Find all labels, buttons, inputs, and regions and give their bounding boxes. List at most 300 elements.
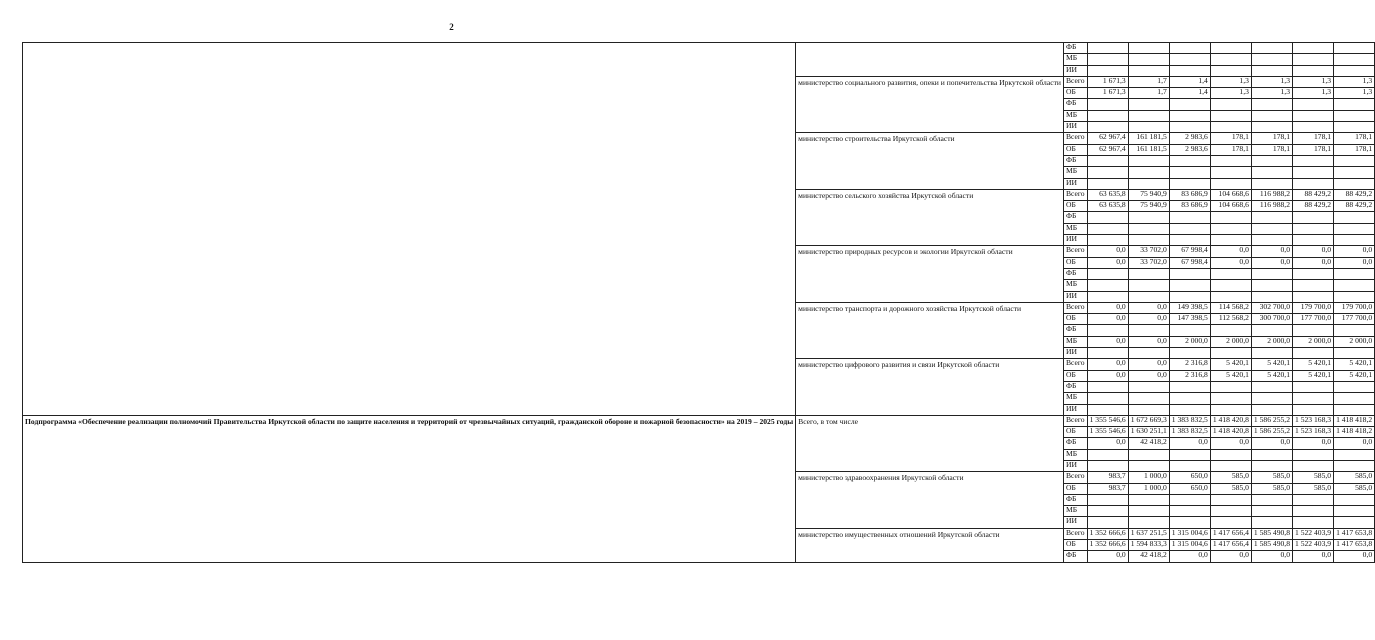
funding-source-cell: МБ (1063, 54, 1087, 65)
value-cell (1251, 460, 1292, 471)
value-cell: 0,0 (1087, 257, 1128, 268)
value-cell (1210, 212, 1251, 223)
value-cell: 1,7 (1128, 88, 1169, 99)
value-cell (1087, 122, 1128, 133)
funding-source-cell: Всего (1063, 359, 1087, 370)
value-cell (1334, 449, 1375, 460)
funding-source-cell: ИИ (1063, 291, 1087, 302)
value-cell (1169, 291, 1210, 302)
value-cell (1087, 178, 1128, 189)
funding-source-cell: ИИ (1063, 122, 1087, 133)
value-cell: 1 383 832,5 (1169, 427, 1210, 438)
value-cell (1334, 235, 1375, 246)
value-cell (1087, 212, 1128, 223)
value-cell: 0,0 (1087, 246, 1128, 257)
value-cell: 1,3 (1210, 88, 1251, 99)
value-cell (1087, 494, 1128, 505)
value-cell (1087, 54, 1128, 65)
value-cell (1128, 381, 1169, 392)
funding-source-cell: ФБ (1063, 325, 1087, 336)
value-cell: 178,1 (1210, 133, 1251, 144)
value-cell (1334, 268, 1375, 279)
funding-source-cell: МБ (1063, 393, 1087, 404)
value-cell (1169, 99, 1210, 110)
value-cell: 650,0 (1169, 483, 1210, 494)
value-cell: 63 635,8 (1087, 189, 1128, 200)
value-cell (1293, 325, 1334, 336)
value-cell (1128, 122, 1169, 133)
value-cell: 585,0 (1334, 483, 1375, 494)
value-cell: 0,0 (1334, 551, 1375, 562)
value-cell (1293, 449, 1334, 460)
value-cell: 0,0 (1251, 257, 1292, 268)
funding-source-cell: ФБ (1063, 381, 1087, 392)
value-cell (1334, 381, 1375, 392)
value-cell: 147 398,5 (1169, 314, 1210, 325)
funding-source-cell: ОБ (1063, 314, 1087, 325)
value-cell: 33 702,0 (1128, 246, 1169, 257)
value-cell (1251, 54, 1292, 65)
value-cell: 1 000,0 (1128, 472, 1169, 483)
value-cell (1169, 348, 1210, 359)
value-cell (1210, 167, 1251, 178)
funding-source-cell: ИИ (1063, 178, 1087, 189)
funding-source-cell: ОБ (1063, 201, 1087, 212)
value-cell: 983,7 (1087, 472, 1128, 483)
value-cell: 0,0 (1169, 551, 1210, 562)
value-cell: 112 568,2 (1210, 314, 1251, 325)
value-cell (1334, 393, 1375, 404)
value-cell (1128, 517, 1169, 528)
value-cell: 177 700,0 (1293, 314, 1334, 325)
value-cell: 2 316,8 (1169, 359, 1210, 370)
value-cell (1087, 65, 1128, 76)
value-cell: 1 418 420,8 (1210, 415, 1251, 426)
value-cell: 1,3 (1210, 76, 1251, 87)
value-cell: 0,0 (1128, 359, 1169, 370)
value-cell: 178,1 (1334, 144, 1375, 155)
value-cell (1087, 99, 1128, 110)
value-cell (1169, 404, 1210, 415)
value-cell: 179 700,0 (1293, 302, 1334, 313)
value-cell: 1 352 666,6 (1087, 528, 1128, 539)
value-cell (1087, 167, 1128, 178)
value-cell: 2 983,6 (1169, 133, 1210, 144)
value-cell: 1 672 669,3 (1128, 415, 1169, 426)
value-cell (1087, 43, 1128, 54)
funding-source-cell: ИИ (1063, 460, 1087, 471)
value-cell (1169, 268, 1210, 279)
value-cell: 1 000,0 (1128, 483, 1169, 494)
value-cell (1293, 268, 1334, 279)
value-cell: 0,0 (1087, 438, 1128, 449)
value-cell: 2 000,0 (1251, 336, 1292, 347)
funding-source-cell: ОБ (1063, 257, 1087, 268)
value-cell (1087, 325, 1128, 336)
value-cell: 2 000,0 (1293, 336, 1334, 347)
value-cell: 1 522 403,9 (1293, 528, 1334, 539)
value-cell (1251, 155, 1292, 166)
value-cell (1293, 223, 1334, 234)
funding-table (22, 42, 1375, 563)
value-cell (1087, 460, 1128, 471)
value-cell (1210, 43, 1251, 54)
value-cell (1128, 393, 1169, 404)
value-cell (1210, 381, 1251, 392)
value-cell: 75 940,9 (1128, 201, 1169, 212)
value-cell (1251, 348, 1292, 359)
value-cell: 178,1 (1293, 133, 1334, 144)
value-cell: 0,0 (1293, 246, 1334, 257)
value-cell (1128, 268, 1169, 279)
value-cell (1169, 212, 1210, 223)
funding-source-cell: МБ (1063, 506, 1087, 517)
value-cell: 178,1 (1210, 144, 1251, 155)
value-cell: 2 000,0 (1210, 336, 1251, 347)
value-cell: 0,0 (1293, 438, 1334, 449)
value-cell (1293, 393, 1334, 404)
value-cell (1128, 291, 1169, 302)
value-cell: 178,1 (1251, 133, 1292, 144)
value-cell: 42 418,2 (1128, 438, 1169, 449)
value-cell (1251, 494, 1292, 505)
value-cell: 177 700,0 (1334, 314, 1375, 325)
value-cell (1169, 110, 1210, 121)
value-cell: 1,7 (1128, 76, 1169, 87)
value-cell (1087, 517, 1128, 528)
value-cell (1169, 325, 1210, 336)
value-cell: 1 523 168,3 (1293, 427, 1334, 438)
value-cell (1334, 43, 1375, 54)
value-cell (1128, 54, 1169, 65)
value-cell (1210, 223, 1251, 234)
value-cell (1128, 235, 1169, 246)
value-cell (1169, 223, 1210, 234)
value-cell (1128, 325, 1169, 336)
value-cell (1169, 235, 1210, 246)
value-cell (1210, 155, 1251, 166)
value-cell: 1 355 546,6 (1087, 415, 1128, 426)
value-cell (1293, 99, 1334, 110)
value-cell (1128, 65, 1169, 76)
value-cell (1293, 178, 1334, 189)
value-cell (1087, 291, 1128, 302)
executor-cell: Всего, в том числе (796, 415, 1064, 471)
value-cell: 0,0 (1210, 257, 1251, 268)
value-cell: 0,0 (1210, 246, 1251, 257)
value-cell: 1 630 251,1 (1128, 427, 1169, 438)
value-cell (1293, 348, 1334, 359)
value-cell: 0,0 (1087, 314, 1128, 325)
value-cell (1251, 393, 1292, 404)
value-cell (1251, 110, 1292, 121)
value-cell: 116 988,2 (1251, 201, 1292, 212)
table-row (23, 415, 1375, 426)
page-number: 2 (449, 22, 454, 32)
value-cell: 88 429,2 (1334, 189, 1375, 200)
funding-source-cell: ОБ (1063, 88, 1087, 99)
value-cell: 1 586 255,2 (1251, 415, 1292, 426)
value-cell: 1 585 490,8 (1251, 540, 1292, 551)
funding-source-cell: Всего (1063, 472, 1087, 483)
value-cell (1087, 223, 1128, 234)
value-cell: 88 429,2 (1293, 189, 1334, 200)
value-cell: 1 352 666,6 (1087, 540, 1128, 551)
value-cell: 0,0 (1210, 438, 1251, 449)
value-cell: 0,0 (1128, 302, 1169, 313)
value-cell (1169, 155, 1210, 166)
value-cell (1128, 280, 1169, 291)
value-cell: 0,0 (1334, 257, 1375, 268)
value-cell (1210, 404, 1251, 415)
value-cell (1293, 460, 1334, 471)
value-cell: 1 585 490,8 (1251, 528, 1292, 539)
value-cell (1334, 404, 1375, 415)
value-cell: 5 420,1 (1210, 370, 1251, 381)
value-cell (1128, 155, 1169, 166)
value-cell: 1 417 656,4 (1210, 528, 1251, 539)
value-cell: 1 418 420,8 (1210, 427, 1251, 438)
value-cell (1210, 110, 1251, 121)
funding-source-cell: Всего (1063, 528, 1087, 539)
executor-cell: министерство имущественных отношений Иркутской области (796, 528, 1064, 562)
value-cell: 0,0 (1128, 336, 1169, 347)
value-cell (1169, 393, 1210, 404)
funding-source-cell: МБ (1063, 110, 1087, 121)
funding-source-cell: ФБ (1063, 438, 1087, 449)
value-cell: 62 967,4 (1087, 144, 1128, 155)
value-cell (1334, 517, 1375, 528)
value-cell: 1 637 251,5 (1128, 528, 1169, 539)
funding-source-cell: ОБ (1063, 144, 1087, 155)
value-cell (1128, 167, 1169, 178)
value-cell: 585,0 (1210, 472, 1251, 483)
value-cell: 585,0 (1293, 472, 1334, 483)
value-cell (1087, 235, 1128, 246)
executor-cell: министерство сельского хозяйства Иркутской области (796, 189, 1064, 245)
value-cell: 42 418,2 (1128, 551, 1169, 562)
value-cell: 1 594 833,3 (1128, 540, 1169, 551)
value-cell (1087, 449, 1128, 460)
value-cell: 585,0 (1210, 483, 1251, 494)
value-cell: 1 418 418,2 (1334, 415, 1375, 426)
value-cell (1087, 381, 1128, 392)
value-cell (1169, 280, 1210, 291)
value-cell (1210, 235, 1251, 246)
value-cell (1169, 460, 1210, 471)
value-cell: 2 316,8 (1169, 370, 1210, 381)
executor-cell: министерство здравоохранения Иркутской области (796, 472, 1064, 528)
value-cell (1251, 43, 1292, 54)
value-cell (1293, 517, 1334, 528)
value-cell: 0,0 (1334, 246, 1375, 257)
value-cell (1293, 155, 1334, 166)
value-cell (1128, 494, 1169, 505)
value-cell: 5 420,1 (1293, 370, 1334, 381)
value-cell: 585,0 (1334, 472, 1375, 483)
funding-source-cell: МБ (1063, 280, 1087, 291)
value-cell (1210, 54, 1251, 65)
value-cell: 0,0 (1293, 257, 1334, 268)
value-cell: 5 420,1 (1334, 359, 1375, 370)
value-cell (1251, 381, 1292, 392)
value-cell: 0,0 (1087, 336, 1128, 347)
funding-source-cell: МБ (1063, 336, 1087, 347)
value-cell (1169, 167, 1210, 178)
value-cell: 0,0 (1251, 551, 1292, 562)
value-cell (1210, 178, 1251, 189)
value-cell (1169, 43, 1210, 54)
subprogram-cell (23, 43, 796, 416)
executor-cell (796, 43, 1064, 77)
value-cell (1251, 325, 1292, 336)
value-cell: 2 000,0 (1169, 336, 1210, 347)
value-cell: 5 420,1 (1251, 370, 1292, 381)
value-cell: 0,0 (1334, 438, 1375, 449)
funding-source-cell: ИИ (1063, 235, 1087, 246)
value-cell (1251, 291, 1292, 302)
value-cell (1293, 167, 1334, 178)
value-cell (1251, 506, 1292, 517)
value-cell (1293, 212, 1334, 223)
value-cell (1087, 280, 1128, 291)
value-cell (1251, 280, 1292, 291)
value-cell (1210, 517, 1251, 528)
value-cell: 1 418 418,2 (1334, 427, 1375, 438)
value-cell: 1 586 255,2 (1251, 427, 1292, 438)
value-cell (1293, 280, 1334, 291)
value-cell: 0,0 (1251, 246, 1292, 257)
value-cell: 149 398,5 (1169, 302, 1210, 313)
value-cell: 0,0 (1087, 370, 1128, 381)
value-cell (1251, 122, 1292, 133)
value-cell (1334, 460, 1375, 471)
value-cell (1210, 506, 1251, 517)
value-cell (1210, 449, 1251, 460)
value-cell: 0,0 (1251, 438, 1292, 449)
value-cell (1293, 110, 1334, 121)
funding-source-cell: МБ (1063, 449, 1087, 460)
value-cell (1210, 65, 1251, 76)
value-cell (1210, 280, 1251, 291)
funding-source-cell: Всего (1063, 76, 1087, 87)
funding-table-body (23, 43, 1375, 563)
value-cell (1210, 268, 1251, 279)
value-cell (1128, 223, 1169, 234)
value-cell (1293, 54, 1334, 65)
funding-source-cell: ФБ (1063, 43, 1087, 54)
value-cell: 179 700,0 (1334, 302, 1375, 313)
value-cell: 1,3 (1334, 88, 1375, 99)
value-cell (1334, 99, 1375, 110)
value-cell: 650,0 (1169, 472, 1210, 483)
value-cell: 83 686,9 (1169, 189, 1210, 200)
value-cell (1128, 110, 1169, 121)
executor-cell: министерство цифрового развития и связи Иркутской области (796, 359, 1064, 415)
value-cell (1293, 235, 1334, 246)
value-cell: 67 998,4 (1169, 257, 1210, 268)
value-cell (1293, 291, 1334, 302)
value-cell (1251, 517, 1292, 528)
value-cell (1251, 167, 1292, 178)
value-cell (1169, 449, 1210, 460)
value-cell (1128, 43, 1169, 54)
value-cell: 2 000,0 (1334, 336, 1375, 347)
value-cell (1251, 268, 1292, 279)
funding-source-cell: ОБ (1063, 370, 1087, 381)
value-cell (1334, 223, 1375, 234)
value-cell (1334, 110, 1375, 121)
value-cell: 104 668,6 (1210, 189, 1251, 200)
value-cell: 300 700,0 (1251, 314, 1292, 325)
value-cell (1334, 212, 1375, 223)
value-cell: 1 417 656,4 (1210, 540, 1251, 551)
value-cell (1293, 122, 1334, 133)
executor-cell: министерство транспорта и дорожного хозяйства Иркутской области (796, 302, 1064, 358)
funding-source-cell: ФБ (1063, 212, 1087, 223)
subprogram-cell: Подпрограмма «Обеспечение реализации полномочий Правительства Иркутской области по защите населения и территорий от чрезвычайных ситуаций, гражданской обороне и пожарной безопасности» на 2019 – 2025 годы (23, 415, 796, 562)
value-cell: 104 668,6 (1210, 201, 1251, 212)
value-cell (1169, 494, 1210, 505)
value-cell (1210, 99, 1251, 110)
value-cell (1169, 54, 1210, 65)
value-cell: 2 983,6 (1169, 144, 1210, 155)
value-cell: 0,0 (1128, 314, 1169, 325)
value-cell (1169, 506, 1210, 517)
value-cell (1087, 155, 1128, 166)
value-cell: 1,3 (1251, 88, 1292, 99)
value-cell (1087, 404, 1128, 415)
value-cell (1128, 506, 1169, 517)
funding-source-cell: ИИ (1063, 517, 1087, 528)
value-cell (1087, 393, 1128, 404)
value-cell: 178,1 (1334, 133, 1375, 144)
value-cell (1293, 43, 1334, 54)
funding-source-cell: Всего (1063, 302, 1087, 313)
value-cell (1334, 122, 1375, 133)
value-cell (1251, 449, 1292, 460)
value-cell (1210, 494, 1251, 505)
value-cell: 1,3 (1251, 76, 1292, 87)
value-cell (1169, 122, 1210, 133)
value-cell: 5 420,1 (1293, 359, 1334, 370)
value-cell: 1,3 (1293, 88, 1334, 99)
value-cell (1334, 506, 1375, 517)
value-cell: 5 420,1 (1334, 370, 1375, 381)
value-cell (1334, 494, 1375, 505)
value-cell: 114 568,2 (1210, 302, 1251, 313)
value-cell: 1 417 653,8 (1334, 540, 1375, 551)
value-cell (1087, 348, 1128, 359)
value-cell (1210, 122, 1251, 133)
value-cell: 302 700,0 (1251, 302, 1292, 313)
value-cell: 1 383 832,5 (1169, 415, 1210, 426)
value-cell (1210, 325, 1251, 336)
value-cell (1334, 291, 1375, 302)
value-cell (1334, 155, 1375, 166)
funding-source-cell: ФБ (1063, 99, 1087, 110)
value-cell: 0,0 (1087, 359, 1128, 370)
funding-source-cell: ИИ (1063, 404, 1087, 415)
value-cell: 67 998,4 (1169, 246, 1210, 257)
value-cell (1169, 517, 1210, 528)
value-cell (1293, 404, 1334, 415)
executor-cell: министерство социального развития, опеки и попечительства Иркутской области (796, 76, 1064, 132)
value-cell (1293, 65, 1334, 76)
executor-cell: министерство строительства Иркутской области (796, 133, 1064, 189)
value-cell: 1,3 (1293, 76, 1334, 87)
value-cell (1210, 291, 1251, 302)
